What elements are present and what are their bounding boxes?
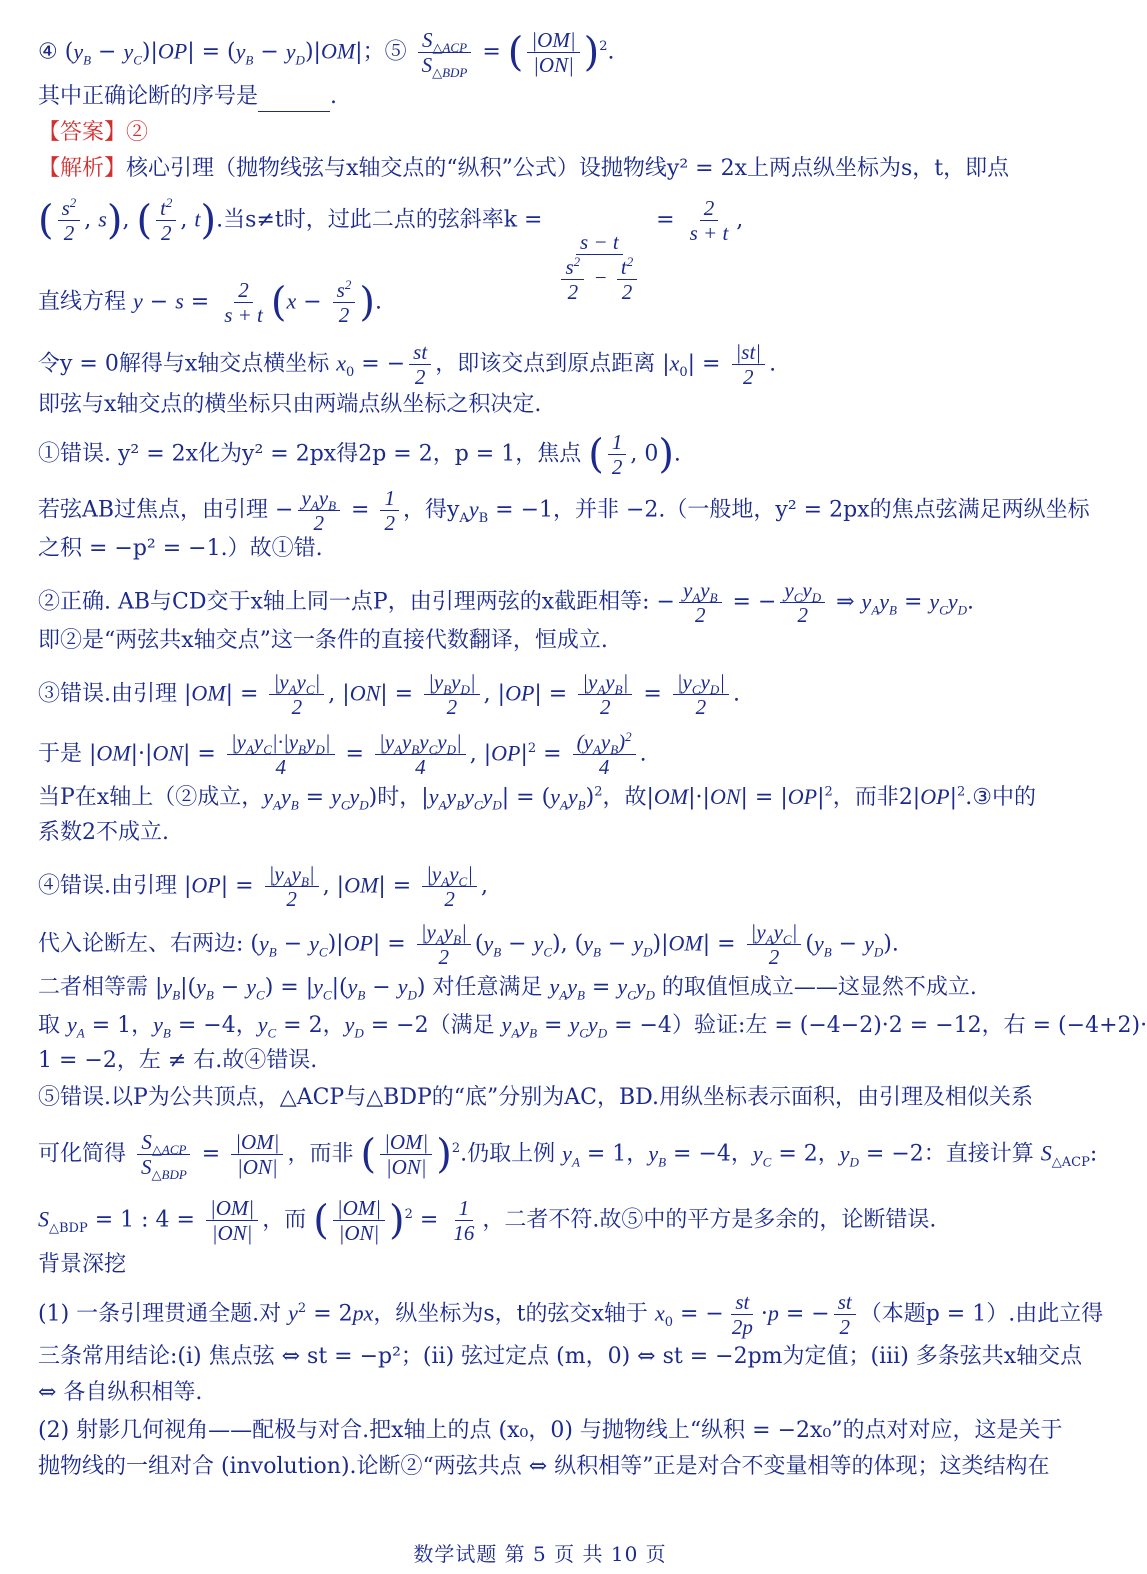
background-p2-cont: 抛物线的一组对合 (involution).论断②“两弦共点 ⇔ 纵积相等”正是对合不变量相等的体现；这类结构在 [38,1454,1050,1479]
statement-4-requirement: 二者相等需 $|y_B|(y_B - y_C) = |y_C|(y_B - y_D)$ 对任意满足 $y_Ay_B = y_Cy_D$ 的取值恒成立——这显然不成立. [38,974,977,1003]
statement-4-example: 取 $y_A = 1$，$y_B = -4$，$y_C = 2$，$y_D = -2$（满足 $y_Ay_B = y_Cy_D = -4$）验证:左 = (−4−2)·2 = −12，右 = (−4+2)· [38,1012,1147,1041]
statement-5-simplify: 可化简得 $\frac{S_{\triangle ACP}}{S_{\triangle BDP}}$ = $\frac{|OM|}{|ON|}$ ，而非 ( $\frac{|OM|}{|ON|}$ )$^2$.仍取上例 $y_A = 1$，$y_B = -4$，$y_C = 2$，$y_D = -2$：直接计算 $S_{\triangle ACP}$: [38,1130,1098,1183]
statement-4-lemma: ④错误.由引理 |OP| = $\frac{|y_Ay_B|}{2}$ , |OM| = $\frac{|y_Ay_C|}{2}$ , [38,862,488,911]
statement-3-lemma: ③错误.由引理 |OM| = $\frac{|y_Ay_C|}{2}$ , |ON| = $\frac{|y_By_D|}{2}$ , |OP| = $\frac{|y_Ay_B|}{2}$ = $\frac{|y_Cy_D|}{2}$ . [38,670,741,719]
statement-4-conclusion: 1 = −2，左 ≠ 右.故④错误. [38,1048,318,1073]
analysis-intro: 【解析】核心引理（抛物线弦与x轴交点的“纵积”公式）设抛物线y² = 2x上两点纵坐标为s，t，即点 [38,156,1010,181]
statement-2-analysis: ②正确. AB与CD交于x轴上同一点P，由引理两弦的x截距相等: − $\frac{y_Ay_B}{2}$ = − $\frac{y_Cy_D}{2}$ ⇒ $y_Ay_B = y_Cy_D$. [38,578,974,627]
analysis-intercept: 令y = 0解得与x轴交点横坐标 $x_0$ = − $\frac{st}{2}$ ，即该交点到原点距离 $|x_0|$ = $\frac{|st|}{2}$ . [38,340,777,389]
page-footer: 数学试题 第 5 页 共 10 页 [413,1542,667,1566]
statement-3-condition: 当P在x轴上（②成立，$y_Ay_B = y_Cy_D$)时，$|y_Ay_By_Cy_D| = (y_Ay_B)^2$，故$|OM|\cdot|ON| = |OP|^2$，而非$2|OP|^2.③$中的 [38,784,1036,813]
background-p1-end: ⇔ 各自纵积相等. [38,1380,203,1405]
answer-line: 【答案】② [38,120,149,145]
analysis-conclusion: 即弦与x轴交点的横坐标只由两端点纵坐标之积决定. [38,392,542,417]
statement-5-conclusion: $S_{\triangle BDP} = 1$ : 4 = $\frac{|OM|}{|ON|}$ ，而 ( $\frac{|OM|}{|ON|}$ )$^2$ = $\frac{1}{16}$ ，二者不符.故⑤中的平方是多余的，论断错误. [38,1196,937,1245]
background-heading: 背景深挖 [38,1252,127,1277]
background-p1-results: 三条常用结论:(i) 焦点弦 ⇔ st = −p²；(ii) 弦过定点 (m，0) ⇔ st = −2pm为定值；(iii) 多条弦共x轴交点 [38,1344,1083,1369]
background-p1: (1) 一条引理贯通全题.对 $y^2 = 2px$，纵坐标为s，t的弦交x轴于 $x_0$ = − $\frac{st}{2p}$ ·p = − $\frac{st}{2}$ （本题p = 1）.由此立得 [38,1290,1104,1339]
statement-3-conclusion: 系数2不成立. [38,820,169,845]
statement-4-5: ④ $(y_B - y_C)|OP| = (y_B - y_D)|OM|$；⑤ $\frac{S_{\triangle ACP}}{S_{\triangle BDP}}$ = ( $\frac{|OM|}{|ON|}$ )$^2$. [38,28,615,81]
analysis-line-equation: 直线方程 y − s = $\frac{2}{s + t}$ (x − $\frac{s^2}{2}$ ). [38,277,382,327]
statement-4-substitute: 代入论断左、右两边: $(y_B - y_C)|OP|$ = $\frac{|y_Ay_B|}{2}$ $(y_B - y_C)$, $(y_B - y_D)|OM|$ = $\frac{|y_Ay_C|}{2}$ $(y_B - y_D)$. [38,920,899,969]
fraction: $\frac{S_{\triangle ACP}}{S_{\triangle BDP}}$ [418,28,472,77]
background-p2: (2) 射影几何视角——配极与对合.把x轴上的点 (x₀，0) 与抛物线上“纵积 = −2x₀”的点对对应，这是关于 [38,1418,1063,1443]
statement-5-analysis: ⑤错误.以P为公共顶点，△ACP与△BDP的“底”分别为AC，BD.用纵坐标表示面积，由引理及相似关系 [38,1085,1033,1110]
question-prompt: 其中正确论断的序号是 . [38,82,337,112]
statement-1-conclusion: 之积 = −p² = −1.）故①错. [38,536,323,561]
answer-blank [258,89,330,112]
statement-1-analysis: ①错误. y² = 2x化为y² = 2px得2p = 2，p = 1，焦点 ( $\frac{1}{2}$ , 0). [38,430,681,479]
statement-2-conclusion: 即②是“两弦共x轴交点”这一条件的直接代数翻译，恒成立. [38,628,608,653]
statement-3-product: 于是 |OM|·|ON| = $\frac{|y_Ay_C|\cdot|y_By_D|}{4}$ = $\frac{|y_Ay_By_Cy_D|}{4}$ , $|OP|^2$ = $\frac{(y_Ay_B)^2}{4}$ . [38,729,647,779]
analysis-chord-slope: ( $\frac{s^2}{2}$ , s), ( $\frac{t^2}{2}$ , t).当s≠t时，过此二点的弦斜率k = s − t $\frac{s^2}{2}$ − $\frac{t^2}{2}$ = $\frac{2}{s + t}$ , [38,195,744,304]
statement-1-focus-chord: 若弦AB过焦点，由引理 − $\frac{y_Ay_B}{2}$ = $\frac{1}{2}$ ，得$y_Ay_B = -1$，并非 −2.（一般地，y² = 2px的焦点弦满足两纵坐标 [38,486,1090,535]
